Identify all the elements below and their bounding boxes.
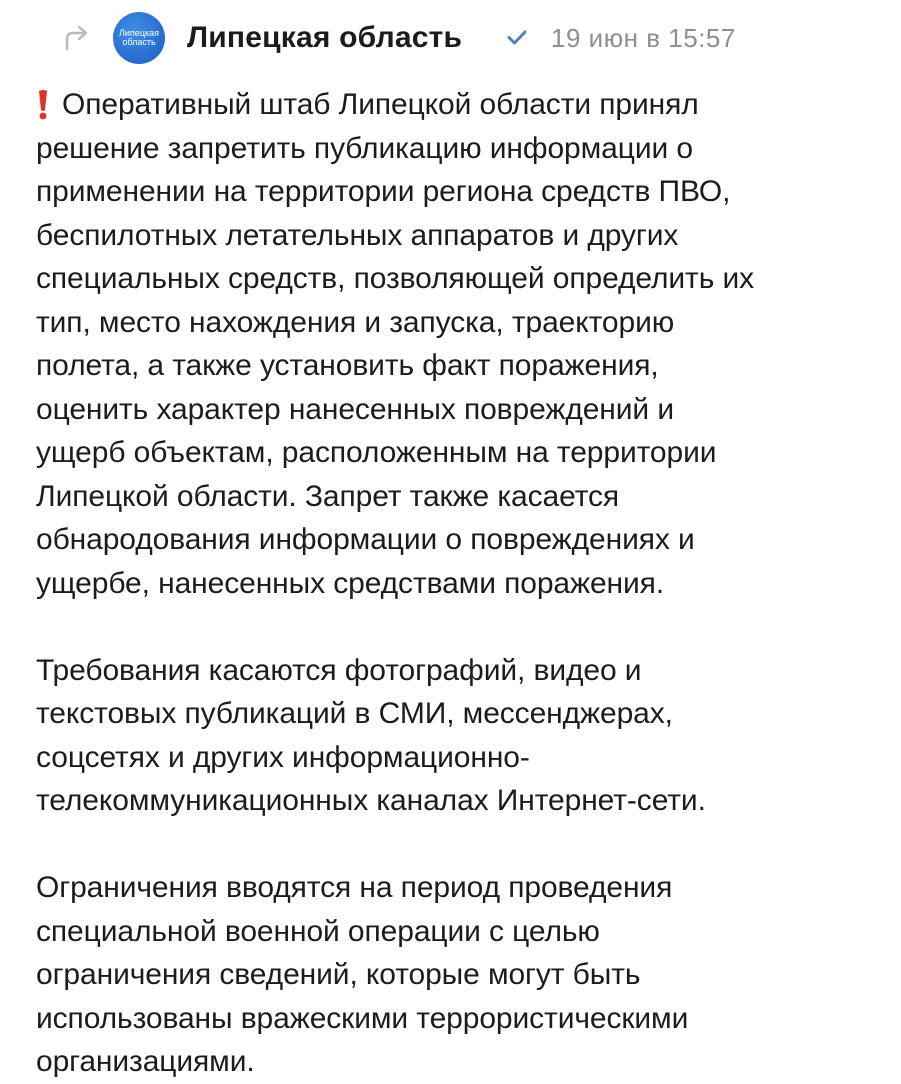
text-line: применении на территории региона средств ПВО,	[36, 175, 731, 208]
red-exclamation-icon	[36, 83, 62, 126]
text-line: обнародования информации о повреждениях и	[36, 523, 695, 556]
text-line: тип, место нахождения и запуска, траекторию	[36, 305, 675, 339]
text-line: использованы вражескими террористическими	[36, 1001, 689, 1035]
post-timestamp[interactable]: 19 июн в 15:57	[551, 23, 736, 53]
text-line: специальной военной операции с целью	[36, 914, 600, 948]
text-line: Ограничения вводятся на период проведения	[36, 871, 673, 904]
text-line: Требования касаются фотографий, видео и	[36, 653, 642, 687]
text-line: беспилотных летательных аппаратов и других	[36, 218, 679, 252]
text-line: решение запретить публикацию информации о	[36, 131, 693, 165]
share-arrow-icon	[61, 25, 91, 51]
paragraph-2	[36, 649, 886, 823]
text-line: ограничения сведений, которые могут быть	[36, 958, 641, 991]
text-line: организациями.	[36, 1045, 255, 1078]
text-line: ущерб объектам, расположенным на территории	[36, 436, 717, 469]
text-line: текстовых публикаций в СМИ, мессенджерах,	[36, 697, 673, 730]
text-line-content: Оперативный штаб Липецкой области принял	[62, 88, 699, 121]
text-line: телекоммуникационных каналах Интернет-сети.	[36, 784, 706, 817]
post-text	[36, 83, 886, 1084]
channel-avatar[interactable]	[113, 12, 165, 64]
share-button[interactable]	[56, 20, 96, 56]
paragraph-gap	[36, 605, 886, 649]
avatar-label: Липецкая область	[119, 28, 159, 47]
paragraph-gap	[36, 823, 886, 867]
text-line: Липецкой области. Запрет также касается	[36, 479, 620, 513]
post-header	[0, 0, 901, 76]
paragraph-3	[36, 866, 886, 1084]
text-line: специальных средств, позволяющей определить их	[36, 262, 755, 295]
text-line: оценить характер нанесенных повреждений и	[36, 392, 674, 426]
verified-check-icon	[504, 24, 530, 50]
text-line: полета, а также установить факт поражения,	[36, 349, 659, 382]
text-line: соцсетях и других информационно-	[36, 740, 530, 774]
channel-name[interactable]: Липецкая область	[187, 21, 463, 54]
text-line	[36, 83, 886, 127]
paragraph-1	[36, 83, 886, 605]
text-line: ущербе, нанесенных средствами поражения.	[36, 566, 665, 600]
